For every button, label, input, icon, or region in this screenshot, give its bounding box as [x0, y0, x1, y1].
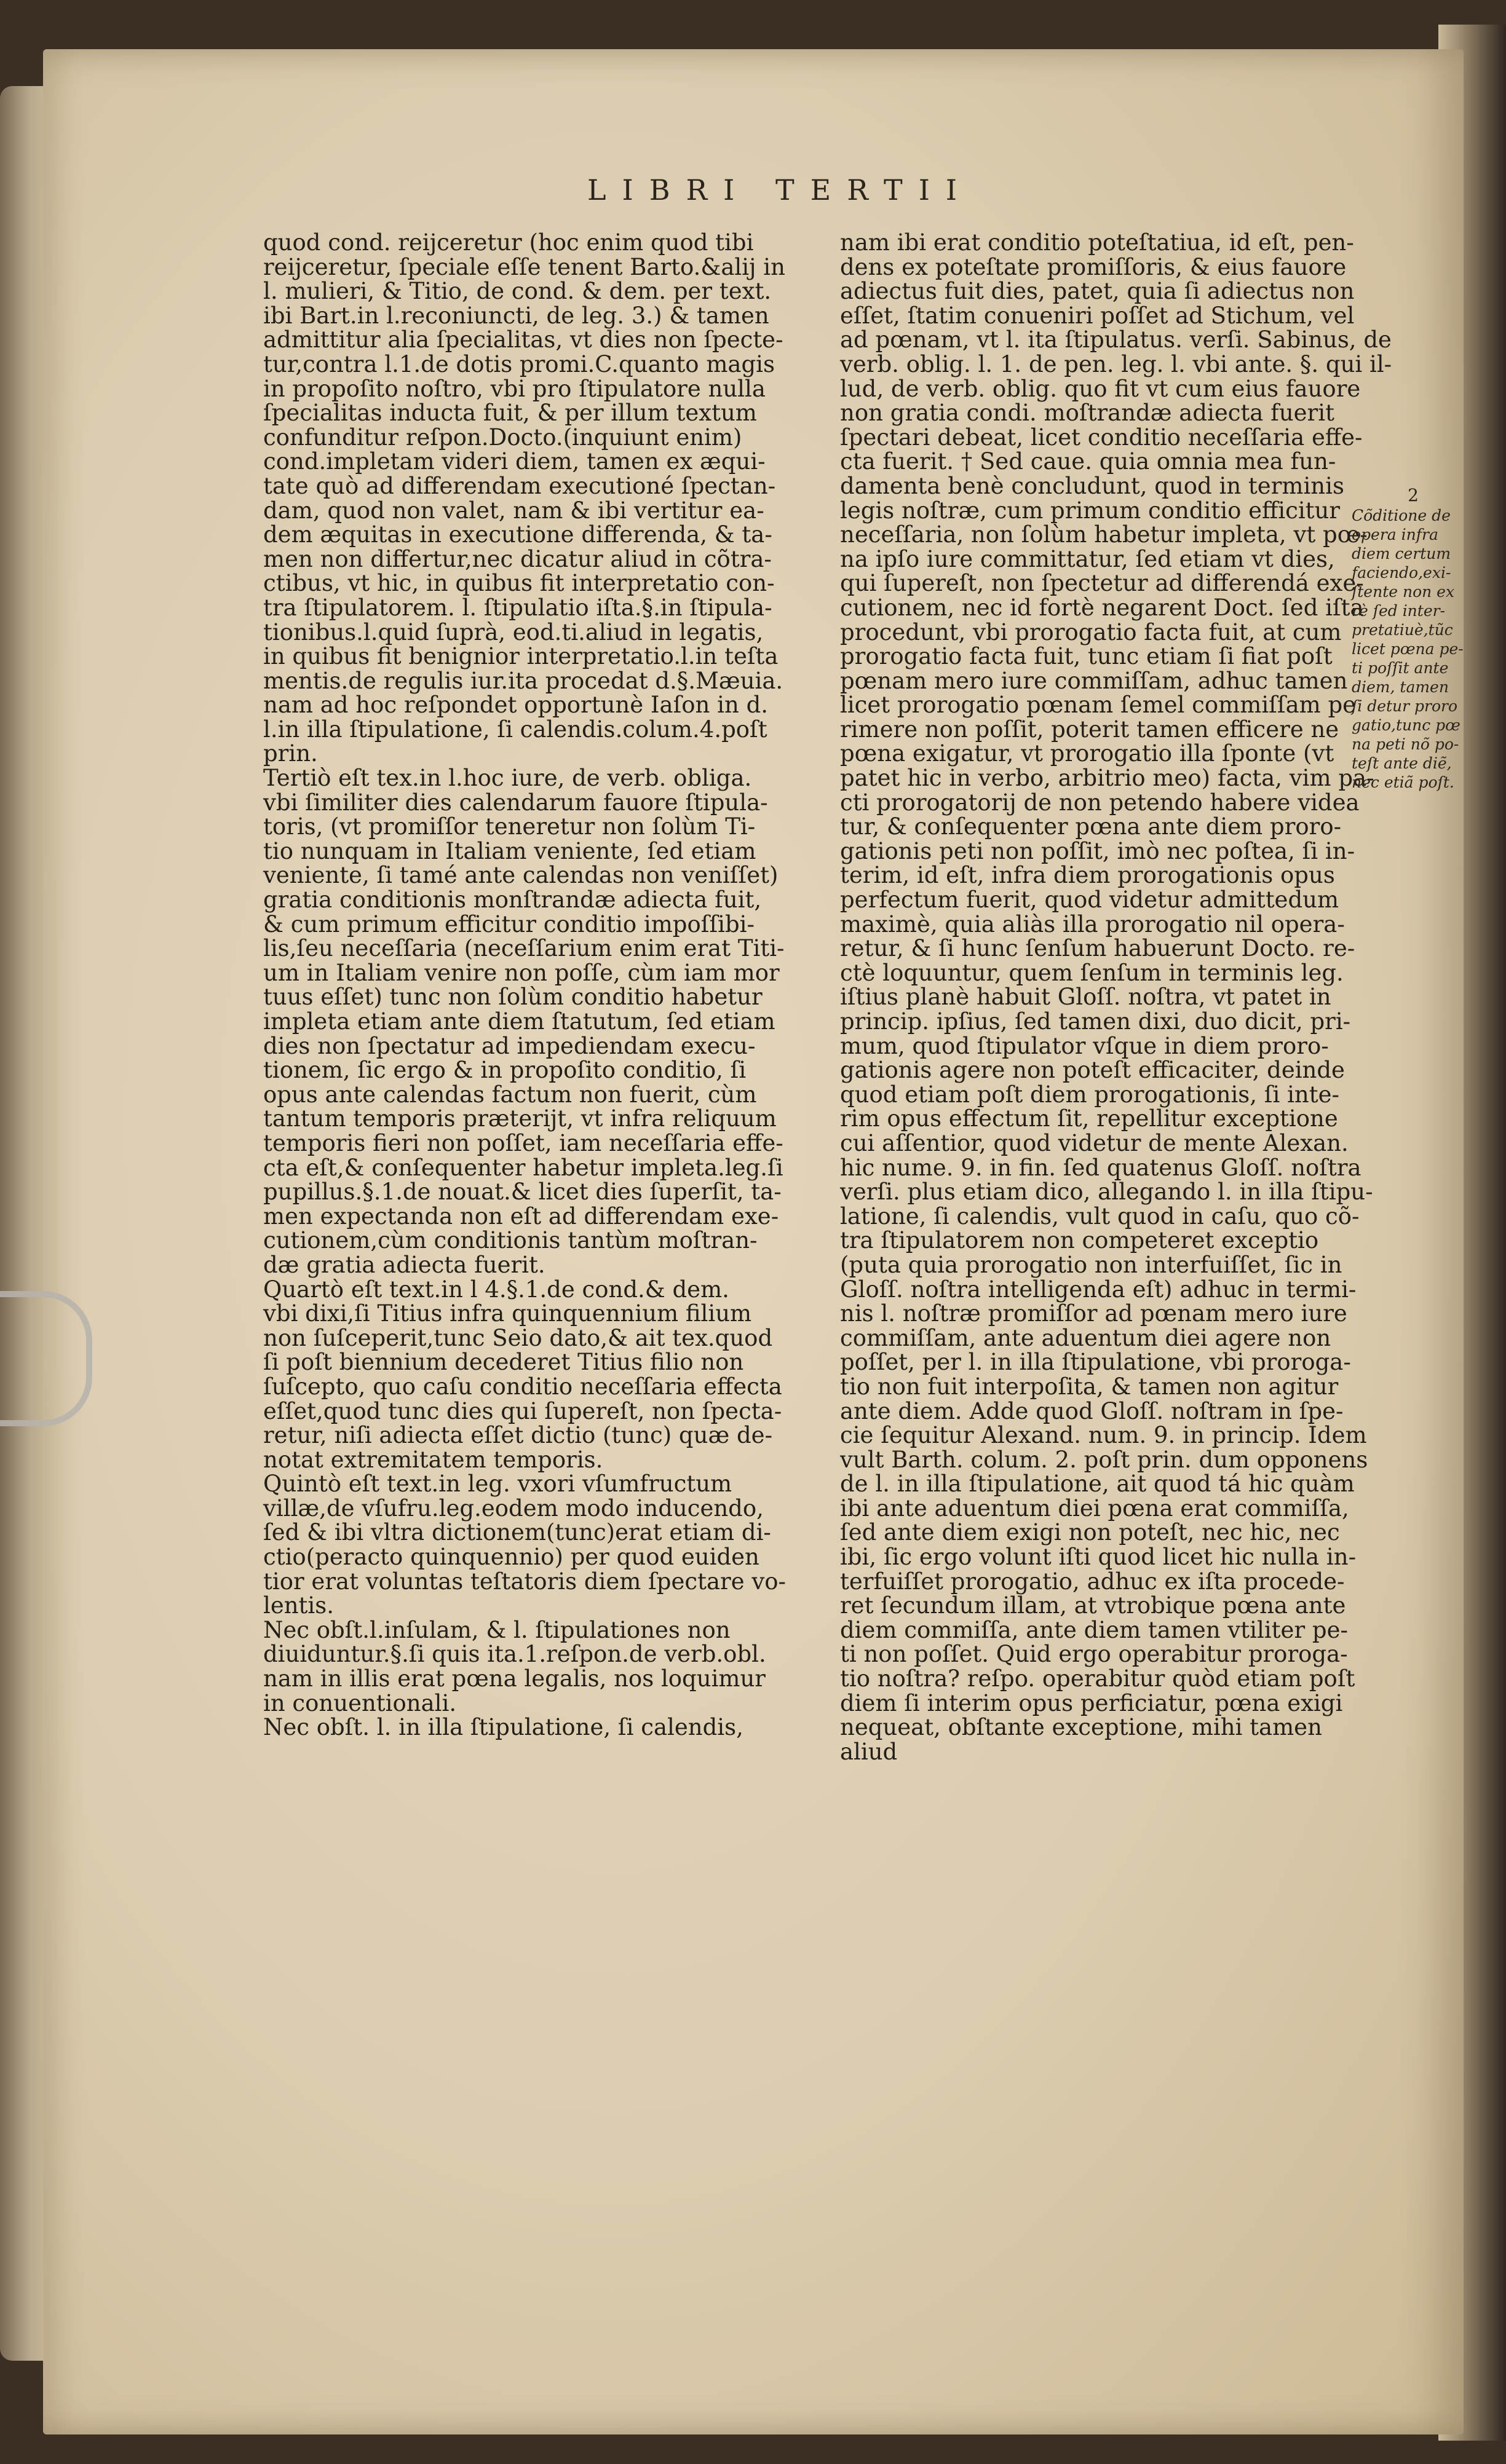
marginal-note-line: gatio,tunc pœ — [1352, 716, 1460, 734]
text-line: commiſſam, ante aduentum diei agere non — [840, 1324, 1331, 1351]
text-line: tionem, ſic ergo & in propoſito conditio, ſi — [263, 1057, 747, 1084]
text-line: tra ſtipulatorem. l. ſtipulatio iſta.§.in ſtipula- — [263, 594, 772, 621]
marginal-note-line: nec etiã poſt. — [1352, 773, 1454, 791]
text-line: tra ſtipulatorem non competeret exceptio — [840, 1227, 1319, 1254]
text-line: ſi poſt biennium decederet Titius filio non — [263, 1349, 744, 1376]
text-line: impleta etiam ante diem ſtatutum, ſed etiam — [263, 1008, 775, 1035]
text-line: mentis.de regulis iur.ita procedat d.§.Mæuia. — [263, 667, 783, 694]
text-line: cta eſt,& conſequenter habetur impleta.leg.ſi — [263, 1154, 783, 1181]
marginal-note-line: Cõditione de — [1352, 507, 1451, 524]
marginal-note-line: na peti nõ po- — [1352, 735, 1459, 753]
text-line: nam ibi erat conditio poteſtatiua, id eſt, pen- — [840, 229, 1354, 256]
marginal-note — [1352, 486, 1475, 792]
text-line: ſed ante diem exigi non poteſt, nec hic, nec — [840, 1519, 1340, 1546]
text-line: adiectus fuit dies, patet, quia ſi adiectus non — [840, 278, 1355, 305]
text-line: gratia conditionis monſtrandæ adiecta fuit, — [263, 886, 762, 914]
text-line: ctè loquuntur, quem ſenſum in terminis leg. — [840, 959, 1344, 986]
marginal-note-line: opera infra — [1352, 526, 1438, 543]
text-line: lud, de verb. oblig. quo fit vt cum eius fauore — [840, 375, 1361, 402]
text-line: in propoſito noſtro, vbi pro ſtipulatore nulla — [263, 375, 766, 402]
text-line: legis noſtræ, cum primum conditio efficitur — [840, 497, 1341, 524]
marginal-note-line: pretatiuè,tũc — [1352, 621, 1453, 639]
text-line: cti prorogatorij de non petendo habere videa — [840, 789, 1360, 816]
text-line: gationis peti non poſſit, imò nec poſtea, ſi in- — [840, 837, 1355, 864]
text-line: tionibus.l.quid ſuprà, eod.ti.aliud in legatis, — [263, 618, 764, 646]
left-text-column — [263, 231, 804, 1740]
text-line: ibi, ſic ergo volunt iſti quod licet hic nulla in- — [840, 1544, 1357, 1571]
text-line: pœna exigatur, vt prorogatio illa ſponte (vt — [840, 740, 1334, 767]
text-line: patet hic in verbo, arbitrio meo) facta, vim pa- — [840, 765, 1374, 792]
text-line: nam in illis erat pœna legalis, nos loquimur — [263, 1665, 766, 1692]
text-line: veniente, ſi tamé ante calendas non veniſſet) — [263, 862, 779, 889]
right-text-column — [840, 229, 1392, 1765]
text-line: Nec obſt.l.inſulam, & l. ſtipulationes non — [263, 1616, 731, 1643]
text-line: opus ante calendas factum non fuerit, cùm — [263, 1081, 757, 1108]
marginal-note-number: 2 — [1408, 485, 1419, 505]
text-line: rimere non poſſit, poterit tamen efficere ne — [840, 716, 1339, 743]
text-line: poſſet, per l. in illa ſtipulatione, vbi proroga- — [840, 1349, 1351, 1376]
text-line: dem æquitas in executione differenda, & ta- — [263, 521, 772, 548]
text-line: eſſet,quod tunc dies qui ſupereſt, non ſpecta- — [263, 1397, 782, 1424]
text-line: dam, quod non valet, nam & ibi vertitur ea- — [263, 497, 764, 524]
text-line: de l. in illa ſtipulatione, ait quod tá hic quàm — [840, 1471, 1355, 1498]
text-line: confunditur reſpon.Docto.(inquiunt enim) — [263, 424, 742, 451]
text-line: l.in illa ſtipulatione, ſi calendis.colum.4.poſt — [263, 716, 767, 743]
text-line: admittitur alia ſpecialitas, vt dies non ſpecte- — [263, 326, 783, 353]
text-line: retur, & ſi hunc ſenſum habuerunt Docto. re- — [840, 935, 1355, 962]
text-line: non ſuſceperit,tunc Seio dato,& ait tex.quod — [263, 1324, 773, 1351]
text-line: ibi ante aduentum diei pœna erat commiſſa, — [840, 1495, 1349, 1522]
text-line: diem commiſſa, ante diem tamen vtiliter pe- — [840, 1616, 1348, 1643]
text-line: cie ſequitur Alexand. num. 9. in princip. Idem — [840, 1422, 1367, 1449]
text-line: pœnam mero iure commiſſam, adhuc tamen — [840, 667, 1348, 694]
text-line: verb. oblig. l. 1. de pen. leg. l. vbi ante. §. qui il- — [840, 350, 1392, 377]
marginal-note-line: diem, tamen — [1352, 678, 1449, 696]
text-line: temporis fieri non poſſet, iam neceſſaria effe- — [263, 1129, 783, 1156]
paper-clip — [0, 1291, 92, 1426]
marginal-note-line: rè ſed inter- — [1352, 602, 1446, 620]
text-line: tio noſtra? reſpo. operabitur quòd etiam poſt — [840, 1665, 1355, 1692]
text-line: aliud — [840, 1738, 898, 1765]
text-line: ctio(peracto quinquennio) per quod euiden — [263, 1544, 759, 1571]
text-line: l. mulieri, & Titio, de cond. & dem. per text. — [263, 278, 772, 305]
text-line: villæ,de vſufru.leg.eodem modo inducendo, — [263, 1495, 764, 1522]
text-line: Tertiò eſt tex.in l.hoc iure, de verb. obliga. — [263, 765, 752, 792]
text-line: neceſſaria, non ſolùm habetur impleta, vt pœ- — [840, 521, 1368, 548]
text-line: in conuentionali. — [263, 1689, 457, 1716]
text-line: tur,contra l.1.de dotis promi.C.quanto magis — [263, 350, 775, 377]
text-line: cond.impletam videri diem, tamen ex æqui- — [263, 448, 766, 475]
text-line: non gratia condi. moſtrandæ adiecta fuerit — [840, 400, 1334, 427]
text-line: rim opus effectum ſit, repellitur exceptione — [840, 1105, 1338, 1132]
text-line: Nec obſt. l. in illa ſtipulatione, ſi calendis, — [263, 1714, 743, 1741]
text-line: princip. ipſius, ſed tamen dixi, duo dicit, pri- — [840, 1008, 1351, 1035]
text-line: men expectanda non eſt ad differendam exe- — [263, 1202, 779, 1230]
text-line: vbi ſimiliter dies calendarum fauore ſtipula- — [263, 789, 768, 816]
text-line: ſed & ibi vltra dictionem(tunc)erat etiam di- — [263, 1519, 771, 1546]
text-line: vbi dixi,ſi Titius infra quinquennium filium — [263, 1300, 752, 1327]
text-line: ibi Bart.in l.reconiuncti, de leg. 3.) & tamen — [263, 302, 769, 329]
text-line: diem ſi interim opus perficiatur, pœna exigi — [840, 1689, 1343, 1716]
text-line: quod etiam poſt diem prorogationis, ſi inte- — [840, 1081, 1340, 1108]
text-line: gationis agere non poteſt efficaciter, deinde — [840, 1057, 1345, 1084]
text-line: vult Barth. colum. 2. poſt prin. dum opponens — [840, 1446, 1368, 1473]
text-line: iſtius planè habuit Gloſſ. noſtra, vt patet in — [840, 984, 1331, 1011]
marginal-note-line: ti poſſit ante — [1352, 659, 1449, 677]
marginal-note-line: ſi detur proro — [1352, 697, 1458, 715]
text-line: ti non poſſet. Quid ergo operabitur proroga- — [840, 1641, 1348, 1668]
text-line: dies non ſpectatur ad impediendam execu- — [263, 1032, 756, 1059]
text-line: latione, ſi calendis, vult quod in caſu, quo cõ- — [840, 1202, 1360, 1230]
text-line: cta fuerit. † Sed caue. quia omnia mea fun- — [840, 448, 1336, 475]
marginal-note-line: diem certum — [1352, 545, 1451, 563]
text-line: prorogatio facta fuit, tunc etiam ſi fiat poſt — [840, 643, 1333, 670]
text-line: procedunt, vbi prorogatio facta fuit, at cum — [840, 618, 1342, 646]
text-line: tio non fuit interpoſita, & tamen non agitur — [840, 1373, 1339, 1400]
text-line: tio nunquam in Italiam veniente, ſed etiam — [263, 837, 756, 864]
text-line: pupillus.§.1.de nouat.& licet dies ſuperſit, ta- — [263, 1179, 782, 1206]
text-line: Gloſſ. noſtra intelligenda eſt) adhuc in termi- — [840, 1276, 1357, 1303]
text-line: Quartò eſt text.in l 4.§.1.de cond.& dem. — [263, 1276, 729, 1303]
text-line: ret ſecundum illam, at vtrobique pœna ante — [840, 1592, 1346, 1619]
text-line: tior erat voluntas teſtatoris diem ſpectare vo- — [263, 1568, 787, 1595]
text-line: tuus eſſet) tunc non ſolùm conditio habetur — [263, 984, 763, 1011]
text-line: mum, quod ſtipulator vſque in diem proro- — [840, 1032, 1329, 1059]
text-line: cutionem, nec id fortè negarent Doct. ſed iſta — [840, 594, 1364, 621]
text-line: ſpectari debeat, licet conditio neceſſaria effe- — [840, 424, 1363, 451]
text-line: men non differtur,nec dicatur aliud in cõtra- — [263, 545, 772, 572]
text-line: hic nume. 9. in fin. ſed quatenus Gloſſ. noſtra — [840, 1154, 1361, 1181]
text-line: tate quò ad differendam executioné ſpectan- — [263, 472, 776, 499]
text-line: in quibus fit benignior interpretatio.l.in teſta — [263, 643, 779, 670]
text-line: Quintò eſt text.in leg. vxori vſumfructum — [263, 1471, 732, 1498]
text-line: lis,ſeu neceſſaria (neceſſarium enim erat Titi- — [263, 935, 785, 962]
text-line: nequeat, obſtante exceptione, mihi tamen — [840, 1714, 1322, 1741]
text-line: eſſet, ſtatim conueniri poſſet ad Stichum, vel — [840, 302, 1355, 329]
text-line: na ipſo iure committatur, ſed etiam vt dies, — [840, 545, 1335, 572]
text-line: nam ad hoc reſpondet opportunè Iaſon in d. — [263, 692, 769, 719]
text-line: notat extremitatem temporis. — [263, 1446, 603, 1473]
text-line: qui ſupereſt, non ſpectetur ad differendá exe- — [840, 570, 1364, 597]
marginal-note-line: licet pœna pe- — [1352, 640, 1464, 658]
text-line: quod cond. reijceretur (hoc enim quod tibi — [263, 229, 754, 256]
text-line: dæ gratia adiecta fuerit. — [263, 1251, 545, 1278]
text-line: ſpecialitas inducta fuit, & per illum textum — [263, 400, 757, 427]
text-line: ante diem. Adde quod Gloſſ. noſtram in ſpe- — [840, 1397, 1344, 1424]
text-line: ad pœnam, vt l. ita ſtipulatus. verſi. Sabinus, de — [840, 326, 1392, 353]
text-line: diuiduntur.§.ſi quis ita.1.reſpon.de verb.obl. — [263, 1641, 766, 1668]
marginal-note-line: ſtente non ex — [1352, 583, 1455, 601]
text-line: terfuiſſet prorogatio, adhuc ex iſta procede- — [840, 1568, 1345, 1595]
text-line: tur, & conſequenter pœna ante diem proro- — [840, 813, 1342, 840]
text-line: toris, (vt promiſſor teneretur non ſolùm Ti- — [263, 813, 756, 840]
text-line: licet prorogatio pœnam ſemel commiſſam pe — [840, 692, 1357, 719]
text-line: cutionem,cùm conditionis tantùm moſtran- — [263, 1227, 758, 1254]
text-line: cui aſſentior, quod videtur de mente Alexan. — [840, 1129, 1349, 1156]
text-line: nis l. noſtræ promiſſor ad pœnam mero iure — [840, 1300, 1347, 1327]
marginal-note-line: faciendo,exi- — [1352, 564, 1451, 582]
text-line: verſi. plus etiam dico, allegando l. in illa ſtipu- — [840, 1179, 1373, 1206]
text-line: (puta quia prorogatio non interfuiſſet, ſic in — [840, 1251, 1342, 1278]
text-line: & cum primum efficitur conditio impoſſibi- — [263, 910, 755, 938]
text-line: tantum temporis præterijt, vt infra reliquum — [263, 1105, 777, 1132]
running-header: LIBRI TERTII — [587, 173, 973, 207]
text-line: perfectum fuerit, quod videtur admittedum — [840, 886, 1339, 914]
marginal-note-line: teſt ante diẽ, — [1352, 754, 1452, 772]
text-line: um in Italiam venire non poſſe, cùm iam mor — [263, 959, 780, 986]
text-line: lentis. — [263, 1592, 335, 1619]
text-line: ſuſcepto, quo caſu conditio neceſſaria effecta — [263, 1373, 782, 1400]
text-line: terim, id eſt, infra diem prorogationis opus — [840, 862, 1335, 889]
text-line: ctibus, vt hic, in quibus fit interpretatio con- — [263, 570, 775, 597]
text-line: prin. — [263, 740, 318, 767]
text-line: retur, niſi adiecta eſſet dictio (tunc) quæ de- — [263, 1422, 773, 1449]
text-line: damenta benè concludunt, quod in terminis — [840, 472, 1344, 499]
text-line: dens ex poteſtate promiſſoris, & eius fauore — [840, 253, 1347, 280]
text-line: maximè, quia aliàs illa prorogatio nil opera- — [840, 910, 1345, 938]
text-line: reijceretur, ſpeciale eſſe tenent Barto.&alij in — [263, 253, 785, 280]
